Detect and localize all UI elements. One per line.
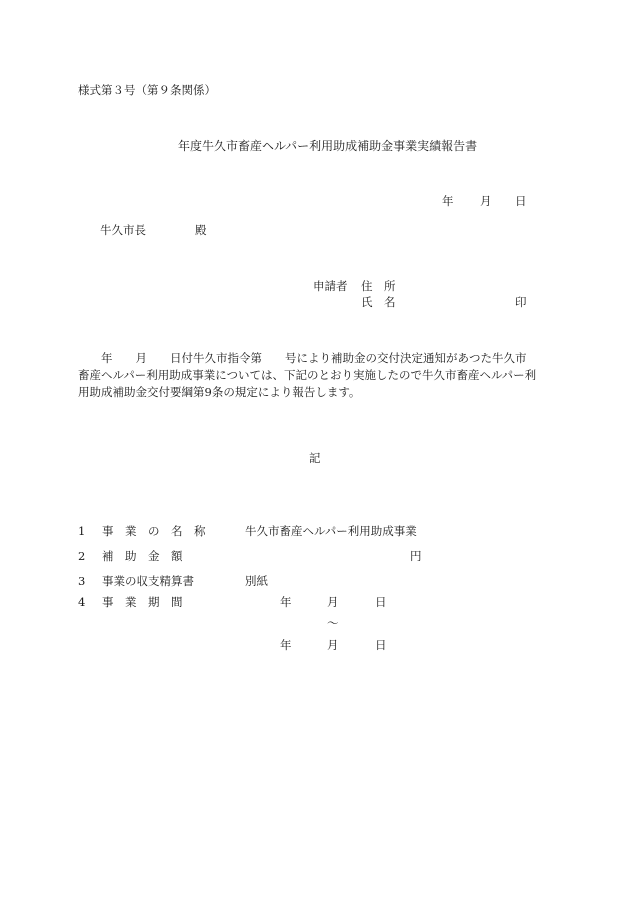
item-3-number: 3 [78,574,86,588]
applicant-address-label: 住 所 [361,279,396,293]
period-start-month: 月 [327,595,339,609]
item-4-label: 事 業 期 間 [102,595,183,609]
applicant-name-label: 氏 名 [361,295,396,309]
applicant-label: 申請者 [313,279,348,293]
item-2-number: 2 [78,549,86,563]
item-1-number: 1 [78,524,86,538]
addressee-name: 牛久市長 [100,223,146,237]
report-body [78,350,558,401]
form-number: 様式第３号（第９条関係） [78,83,216,97]
item-1-value: 牛久市畜産ヘルパー利用助成事業 [245,524,417,538]
document-title: 年度牛久市畜産ヘルパー利用助成補助金事業実績報告書 [178,139,478,153]
item-3-label: 事業の収支精算書 [102,574,194,588]
item-4-number: 4 [78,595,86,609]
body-line-1: 年 月 日付牛久市指令第 号により補助金の交付決定通知があつた牛久市 [78,351,527,365]
period-start-year: 年 [280,595,292,609]
item-1 [78,526,85,538]
date-month: 月 [480,194,492,208]
item-1-label: 事 業 の 名 称 [102,524,206,538]
body-line-3: 用助成補助金交付要綱第9条の規定により報告します。 [78,385,361,399]
addressee-honorific: 殿 [195,223,207,237]
date-day: 日 [515,194,527,208]
period-end-year: 年 [280,638,292,652]
item-3-value: 別紙 [245,574,268,588]
ki-heading: 記 [309,451,321,465]
item-2-label: 補 助 金 額 [102,549,183,563]
seal-mark: 印 [515,295,527,309]
item-2-unit: 円 [410,549,422,563]
period-end-month: 月 [327,638,339,652]
period-end-day: 日 [375,638,387,652]
item-4 [78,597,85,609]
item-2 [78,551,85,563]
date-year: 年 [442,194,454,208]
item-3 [78,576,85,588]
body-line-2: 畜産ヘルパー利用助成事業については、下記のとおり実施したので牛久市畜産ヘルパー利 [78,368,537,382]
period-start-day: 日 [375,595,387,609]
period-tilde: ～ [327,616,339,630]
